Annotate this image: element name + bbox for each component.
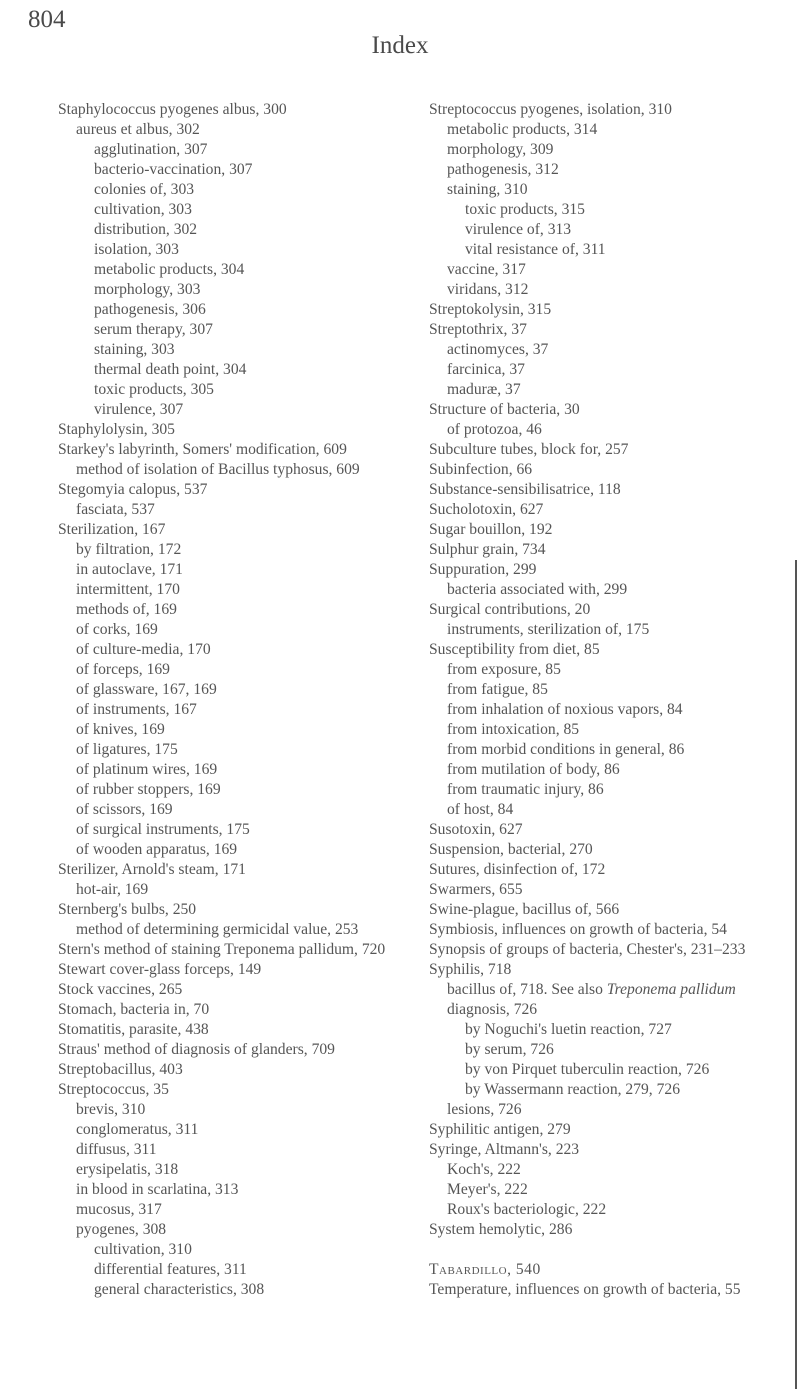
index-entry: Syphilitic antigen, 279 — [429, 1121, 571, 1138]
index-entry: of platinum wires, 169 — [76, 761, 218, 778]
index-entry: vital resistance of, 311 — [465, 241, 606, 258]
index-entry: from morbid conditions in general, 86 — [447, 741, 685, 758]
index-entry: viridans, 312 — [447, 281, 529, 298]
index-entry: staining, 310 — [447, 181, 528, 198]
index-entry: morphology, 303 — [94, 281, 201, 298]
index-entry: pathogenesis, 306 — [94, 301, 206, 318]
index-entry: Sulphur grain, 734 — [429, 541, 546, 558]
index-entry: Surgical contributions, 20 — [429, 601, 591, 618]
index-entry: hot-air, 169 — [76, 881, 149, 898]
index-entry: Syphilis, 718 — [429, 961, 512, 978]
index-entry: isolation, 303 — [94, 241, 179, 258]
index-entry: Stegomyia calopus, 537 — [58, 481, 208, 498]
index-entry: of culture-media, 170 — [76, 641, 211, 658]
index-entry: maduræ, 37 — [447, 381, 521, 398]
index-entry: instruments, sterilization of, 175 — [447, 621, 650, 638]
index-entry-text: bacillus of, 718. See also — [447, 981, 607, 998]
index-entry: colonies of, 303 — [94, 181, 195, 198]
index-entry: Subinfection, 66 — [429, 461, 533, 478]
index-entry: erysipelatis, 318 — [76, 1161, 179, 1178]
index-entry: Sternberg's bulbs, 250 — [58, 901, 197, 918]
index-entry: Stock vaccines, 265 — [58, 981, 183, 998]
index-entry: Streptococcus pyogenes, isolation, 310 — [429, 101, 672, 118]
section-gap — [429, 1240, 775, 1260]
index-entry: Tabardillo, 540 — [429, 1261, 541, 1278]
index-entry: general characteristics, 308 — [94, 1281, 265, 1298]
index-entry: Koch's, 222 — [447, 1161, 521, 1178]
index-entry: Stomatitis, parasite, 438 — [58, 1021, 209, 1038]
index-entry: of rubber stoppers, 169 — [76, 781, 221, 798]
index-entry: from fatigue, 85 — [447, 681, 548, 698]
index-entry: of protozoa, 46 — [447, 421, 542, 438]
page-edge-line — [795, 560, 797, 1389]
index-entry: thermal death point, 304 — [94, 361, 247, 378]
index-entry: toxic products, 315 — [465, 201, 585, 218]
index-entry: System hemolytic, 286 — [429, 1221, 573, 1238]
index-entry: Stern's method of staining Treponema pallidum, 720 — [58, 941, 386, 958]
index-entry: of host, 84 — [447, 801, 514, 818]
index-entry: from intoxication, 85 — [447, 721, 580, 738]
index-entry: cultivation, 310 — [94, 1241, 192, 1258]
index-entry: Staphylolysin, 305 — [58, 421, 175, 438]
index-entry: Streptococcus, 35 — [58, 1081, 169, 1098]
index-entry: bacterio-vaccination, 307 — [94, 161, 253, 178]
index-entry: aureus et albus, 302 — [76, 121, 200, 138]
index-entry: Roux's bacteriologic, 222 — [447, 1201, 607, 1218]
index-entry: Sterilizer, Arnold's steam, 171 — [58, 861, 246, 878]
index-entry: actinomyces, 37 — [447, 341, 549, 358]
index-entry: vaccine, 317 — [447, 261, 526, 278]
index-entry: by filtration, 172 — [76, 541, 182, 558]
index-entry: agglutination, 307 — [94, 141, 208, 158]
index-entry — [429, 980, 775, 1000]
index-entry: metabolic products, 304 — [94, 261, 245, 278]
index-entry: of surgical instruments, 175 — [76, 821, 250, 838]
index-entry: from traumatic injury, 86 — [447, 781, 604, 798]
index-entry: by Noguchi's luetin reaction, 727 — [465, 1021, 672, 1038]
index-entry: Susceptibility from diet, 85 — [429, 641, 600, 658]
index-entry: staining, 303 — [94, 341, 175, 358]
index-entry: Subculture tubes, block for, 257 — [429, 441, 629, 458]
index-entry: Susotoxin, 627 — [429, 821, 523, 838]
index-entry: diffusus, 311 — [76, 1141, 157, 1158]
index-entry: pathogenesis, 312 — [447, 161, 559, 178]
index-entry: Temperature, influences on growth of bacteria, 55 — [429, 1281, 741, 1298]
index-entry: Meyer's, 222 — [447, 1181, 528, 1198]
index-entry: Straus' method of diagnosis of glanders, 709 — [58, 1041, 335, 1058]
index-entry: Structure of bacteria, 30 — [429, 401, 580, 418]
index-entry: Synopsis of groups of bacteria, Chester's, 231–233 — [429, 941, 746, 958]
index-entry: brevis, 310 — [76, 1101, 146, 1118]
index-entry: Staphylococcus pyogenes albus, 300 — [58, 101, 287, 118]
index-column-left — [58, 100, 398, 1300]
index-entry: Sugar bouillon, 192 — [429, 521, 553, 538]
index-entry: intermittent, 170 — [76, 581, 180, 598]
index-entry: Swarmers, 655 — [429, 881, 523, 898]
index-entry: by von Pirquet tuberculin reaction, 726 — [465, 1061, 710, 1078]
index-entry: of wooden apparatus, 169 — [76, 841, 238, 858]
index-entry: Swine-plague, bacillus of, 566 — [429, 901, 620, 918]
index-entry: Streptothrix, 37 — [429, 321, 527, 338]
index-entry: methods of, 169 — [76, 601, 177, 618]
index-entry: farcinica, 37 — [447, 361, 525, 378]
index-entry: in autoclave, 171 — [76, 561, 183, 578]
index-entry: toxic products, 305 — [94, 381, 214, 398]
index-entry: conglomeratus, 311 — [76, 1121, 199, 1138]
index-entry: of instruments, 167 — [76, 701, 197, 718]
page-number: 804 — [28, 6, 66, 33]
index-entry: mucosus, 317 — [76, 1201, 162, 1218]
index-entry: of forceps, 169 — [76, 661, 170, 678]
index-entry: lesions, 726 — [447, 1101, 522, 1118]
index-column-right — [429, 100, 775, 1300]
index-entry: by Wassermann reaction, 279, 726 — [465, 1081, 680, 1098]
index-entry: differential features, 311 — [94, 1261, 247, 1278]
index-entry: Sutures, disinfection of, 172 — [429, 861, 606, 878]
index-entry: Suspension, bacterial, 270 — [429, 841, 593, 858]
index-entry: method of isolation of Bacillus typhosus, 609 — [76, 461, 360, 478]
index-entry: Suppuration, 299 — [429, 561, 537, 578]
index-entry: of glassware, 167, 169 — [76, 681, 217, 698]
index-entry: from mutilation of body, 86 — [447, 761, 620, 778]
index-entry: cultivation, 303 — [94, 201, 192, 218]
index-entry: of scissors, 169 — [76, 801, 173, 818]
index-entry: Syringe, Altmann's, 223 — [429, 1141, 580, 1158]
index-entry: of ligatures, 175 — [76, 741, 178, 758]
index-entry: Symbiosis, influences on growth of bacteria, 54 — [429, 921, 727, 938]
index-entry: distribution, 302 — [94, 221, 198, 238]
index-entry: in blood in scarlatina, 313 — [76, 1181, 239, 1198]
index-entry: Stewart cover-glass forceps, 149 — [58, 961, 262, 978]
index-entry: Streptobacillus, 403 — [58, 1061, 183, 1078]
index-entry: Sucholotoxin, 627 — [429, 501, 544, 518]
index-entry: from exposure, 85 — [447, 661, 561, 678]
index-entry: Stomach, bacteria in, 70 — [58, 1001, 210, 1018]
index-entry-italic-text: Treponema pallidum — [606, 981, 736, 998]
index-entry: of knives, 169 — [76, 721, 165, 738]
index-entry: Substance-sensibilisatrice, 118 — [429, 481, 621, 498]
index-entry: method of determining germicidal value, 253 — [76, 921, 359, 938]
index-entry: virulence, 307 — [94, 401, 184, 418]
running-head: Index — [371, 32, 429, 59]
index-entry: pyogenes, 308 — [76, 1221, 167, 1238]
index-entry: virulence of, 313 — [465, 221, 572, 238]
index-entry: metabolic products, 314 — [447, 121, 598, 138]
index-entry: fasciata, 537 — [76, 501, 155, 518]
index-entry: of corks, 169 — [76, 621, 158, 638]
index-entry: morphology, 309 — [447, 141, 554, 158]
index-entry: Sterilization, 167 — [58, 521, 166, 538]
index-entry: from inhalation of noxious vapors, 84 — [447, 701, 683, 718]
index-entry: serum therapy, 307 — [94, 321, 213, 338]
index-entry: bacteria associated with, 299 — [447, 581, 628, 598]
index-entry: Starkey's labyrinth, Somers' modification, 609 — [58, 441, 347, 458]
index-entry: by serum, 726 — [465, 1041, 554, 1058]
index-entry: diagnosis, 726 — [447, 1001, 538, 1018]
index-entry: Streptokolysin, 315 — [429, 301, 552, 318]
